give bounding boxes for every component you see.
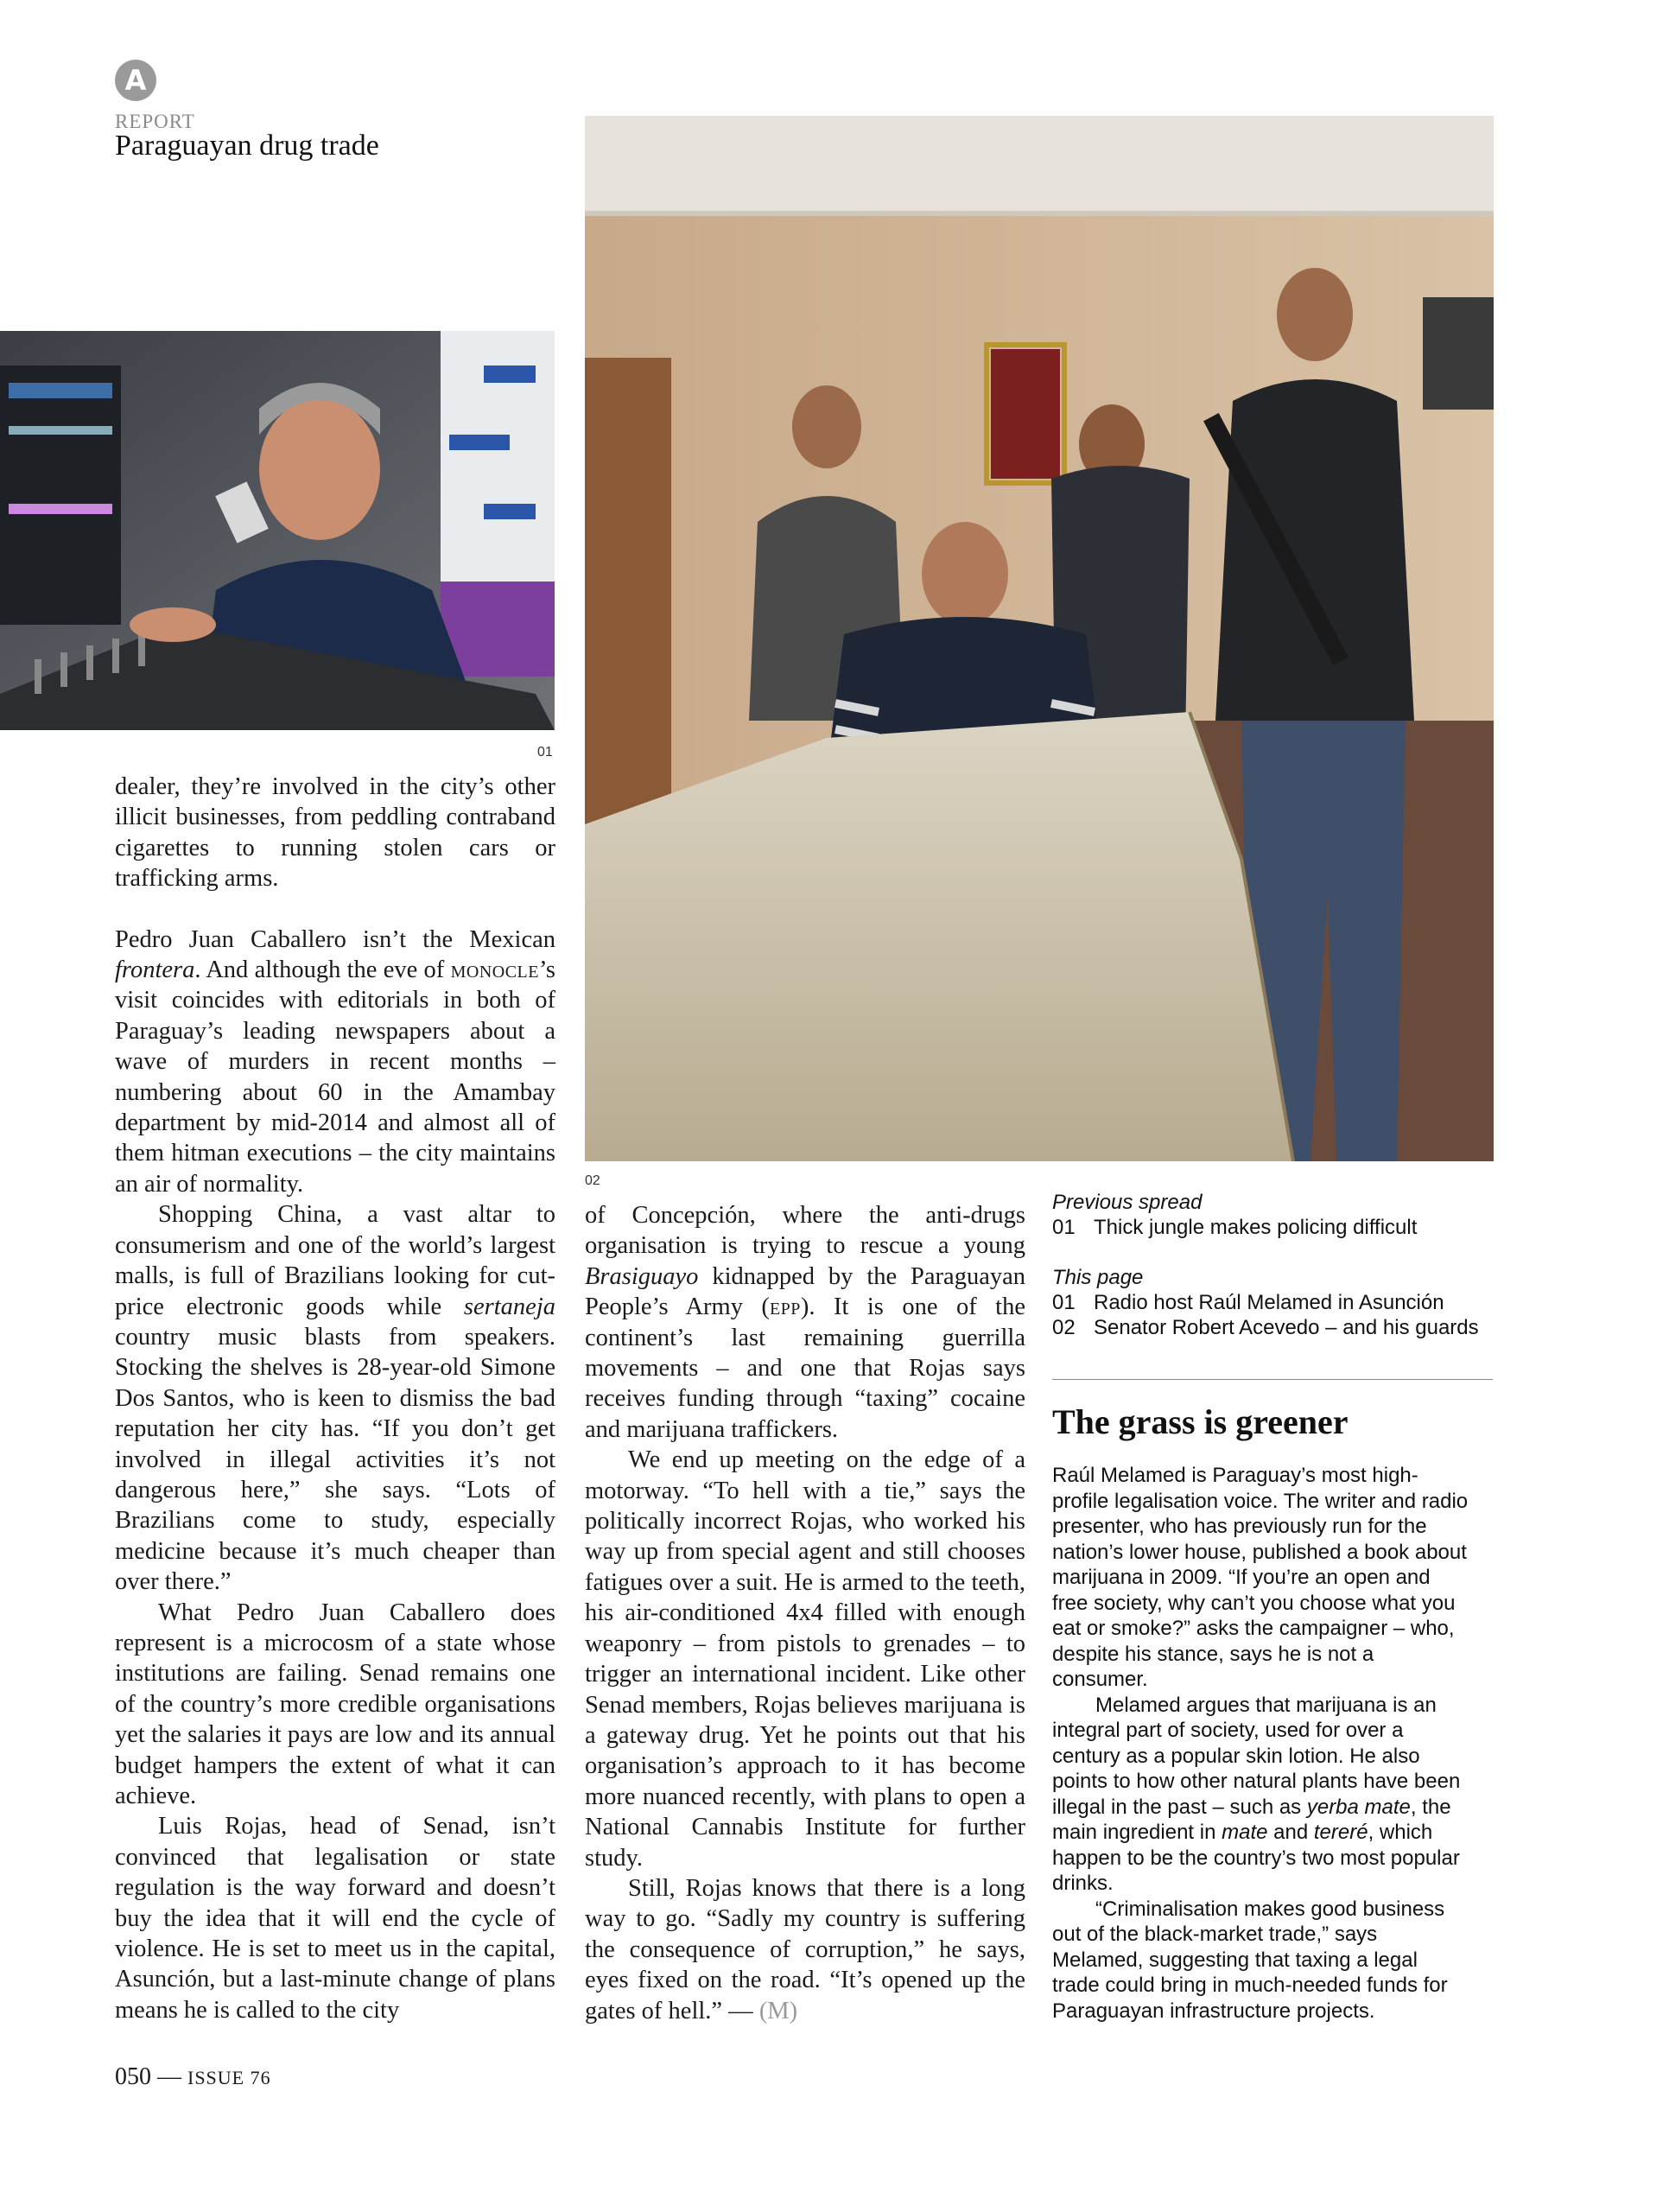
paragraph <box>585 1200 1025 1445</box>
sidebar-divider <box>1052 1379 1493 1380</box>
text-run: Melamed argues that marijuana is an integral part of society, used for over a century as a popular skin lotion. He also points to how other natural plants have been illegal in the past – such as <box>1052 1693 1461 1819</box>
italic-term: sertaneja <box>463 1293 555 1320</box>
caption-item <box>1052 1315 1494 1340</box>
end-mark: (M) <box>758 1997 798 2024</box>
photo-number-02: 02 <box>585 1173 600 1188</box>
acronym: epp <box>769 1294 801 1321</box>
italic-term: tereré <box>1313 1821 1368 1844</box>
section-badge: A <box>115 60 156 101</box>
text-run: kidnapped by the Paraguayan People’s Army ( <box>585 1262 1025 1321</box>
text-run: of Concepción, where the anti-drugs organisation is trying to rescue a young <box>585 1202 1025 1260</box>
caption-number: 01 <box>1052 1216 1076 1239</box>
caption-text: Radio host Raúl Melamed in Asunción <box>1094 1291 1444 1314</box>
page-number: 050 <box>115 2063 151 2090</box>
text-run: and <box>1267 1821 1314 1844</box>
report-title: Paraguayan drug trade <box>115 130 379 162</box>
paragraph: Luis Rojas, head of Senad, isn’t convinced that legalisation or state regulation is the way forward and doesn’t buy the idea that it will end the cycle of violence. He is set to meet us in the capital, Asunción, but a last-minute change of plans means he is called to the city <box>115 1813 555 2024</box>
photo-number-01: 01 <box>537 745 553 760</box>
text-run: Shopping China, a vast altar to consumerism and one of the world’s largest malls, is full of Brazilians looking for cut-price electronic goods while <box>115 1201 555 1320</box>
paragraph <box>115 1199 555 1597</box>
caption-label-this-page: This page <box>1052 1266 1144 1289</box>
caption-label-previous: Previous spread <box>1052 1191 1203 1214</box>
text-run: country music blasts from speakers. Stocking the shelves is 28-year-old Simone Dos Santos, who is keen to dismiss the bad reputation her city has. “If you don’t get involved in illegal activities it’s not dangerous here,” she says. “Lots of Brazilians come to study, especially medicine because it’s much cheaper than over there.” <box>115 1323 555 1596</box>
text-run: Still, Rojas knows that there is a long way to go. “Sadly my country is suffering the consequence of corruption,” he says, eyes fixed on the road. “It’s opened up the gates of hell.” — <box>585 1874 1025 2024</box>
italic-term: frontera <box>115 957 195 984</box>
paragraph: “Criminalisation makes good business out of the black-market trade,” says Melamed, suggesting that taxing a legal trade could bring in much-needed funds for Paraguayan infrastructure projects. <box>1052 1897 1448 2023</box>
article-column-2 <box>585 1200 1025 2026</box>
paragraph: dealer, they’re involved in the city’s other illicit businesses, from peddling contraband cigarettes to running stolen cars or trafficking arms. <box>115 773 555 893</box>
italic-term: yerba mate <box>1306 1795 1411 1819</box>
text-run: . And although the eve of <box>194 957 451 984</box>
sidebar-body <box>1052 1463 1469 2024</box>
photo-captions <box>1052 1190 1494 1340</box>
folio-separator: — <box>151 2063 187 2090</box>
photo-senator-guards <box>585 116 1494 1161</box>
caption-item <box>1052 1215 1494 1240</box>
page-folio <box>115 2063 271 2091</box>
section-kicker: REPORT <box>115 111 195 132</box>
italic-term: Brasiguayo <box>585 1262 699 1290</box>
paragraph <box>115 925 555 1200</box>
issue-number: ISSUE 76 <box>187 2067 271 2088</box>
paragraph <box>585 1873 1025 2026</box>
text-run: ’s visit coincides with editorials in both of Paraguay’s leading newspapers about a wave of murders in recent months – numbering about 60 in the Amambay department by mid-2014 and almost all of them hitman executions – the city maintains an air of normality. <box>115 957 555 1198</box>
publication-name: monocle <box>450 957 539 984</box>
text-run: , which happen to be the country’s two most popular drinks. <box>1052 1821 1460 1895</box>
article-column-1 <box>115 772 555 2025</box>
caption-text: Thick jungle makes policing difficult <box>1094 1216 1418 1239</box>
caption-item <box>1052 1290 1494 1315</box>
paragraph: Raúl Melamed is Paraguay’s most high-profile legalisation voice. The writer and radio presenter, who has previously run for the nation’s lower house, published a book about marijuana in 2009. “If you’re an open and free society, why can’t you choose what you eat or smoke?” asks the campaigner – who, despite his stance, says he is not a consumer. <box>1052 1464 1469 1691</box>
photo-radio-host <box>0 331 555 730</box>
text-run: , the main ingredient in <box>1052 1795 1451 1844</box>
caption-number: 01 <box>1052 1291 1076 1314</box>
paragraph: What Pedro Juan Caballero does represent is a microcosm of a state whose institutions are failing. Senad remains one of the country’s more credible organisations yet the salaries it pays are low and its annual budget hampers the extent of what it can achieve. <box>115 1599 555 1809</box>
paragraph: We end up meeting on the edge of a motorway. “To hell with a tie,” says the politically incorrect Rojas, who worked his way up from special agent and still chooses fatigues over a suit. He is armed to the teeth, his air-conditioned 4x4 filled with enough weaponry – from pistols to grenades – to trigger an international incident. Like other Senad members, Rojas believes marijuana is a gateway drug. Yet he points out that his organisation’s approach to it has become more nuanced recently, with plans to open a National Cannabis Institute for further study. <box>585 1446 1025 1872</box>
caption-number: 02 <box>1052 1316 1076 1339</box>
italic-term: mate <box>1222 1821 1268 1844</box>
caption-text: Senator Robert Acevedo – and his guards <box>1094 1316 1479 1339</box>
text-run: ). It is one of the continent’s last remaining guerrilla movements – and one that Rojas says receives funding through “taxing” cocaine and marijuana traffickers. <box>585 1294 1025 1443</box>
text-run: Pedro Juan Caballero isn’t the Mexican <box>115 925 555 953</box>
sidebar-title: The grass is greener <box>1052 1402 1349 1441</box>
paragraph <box>1052 1693 1469 1897</box>
